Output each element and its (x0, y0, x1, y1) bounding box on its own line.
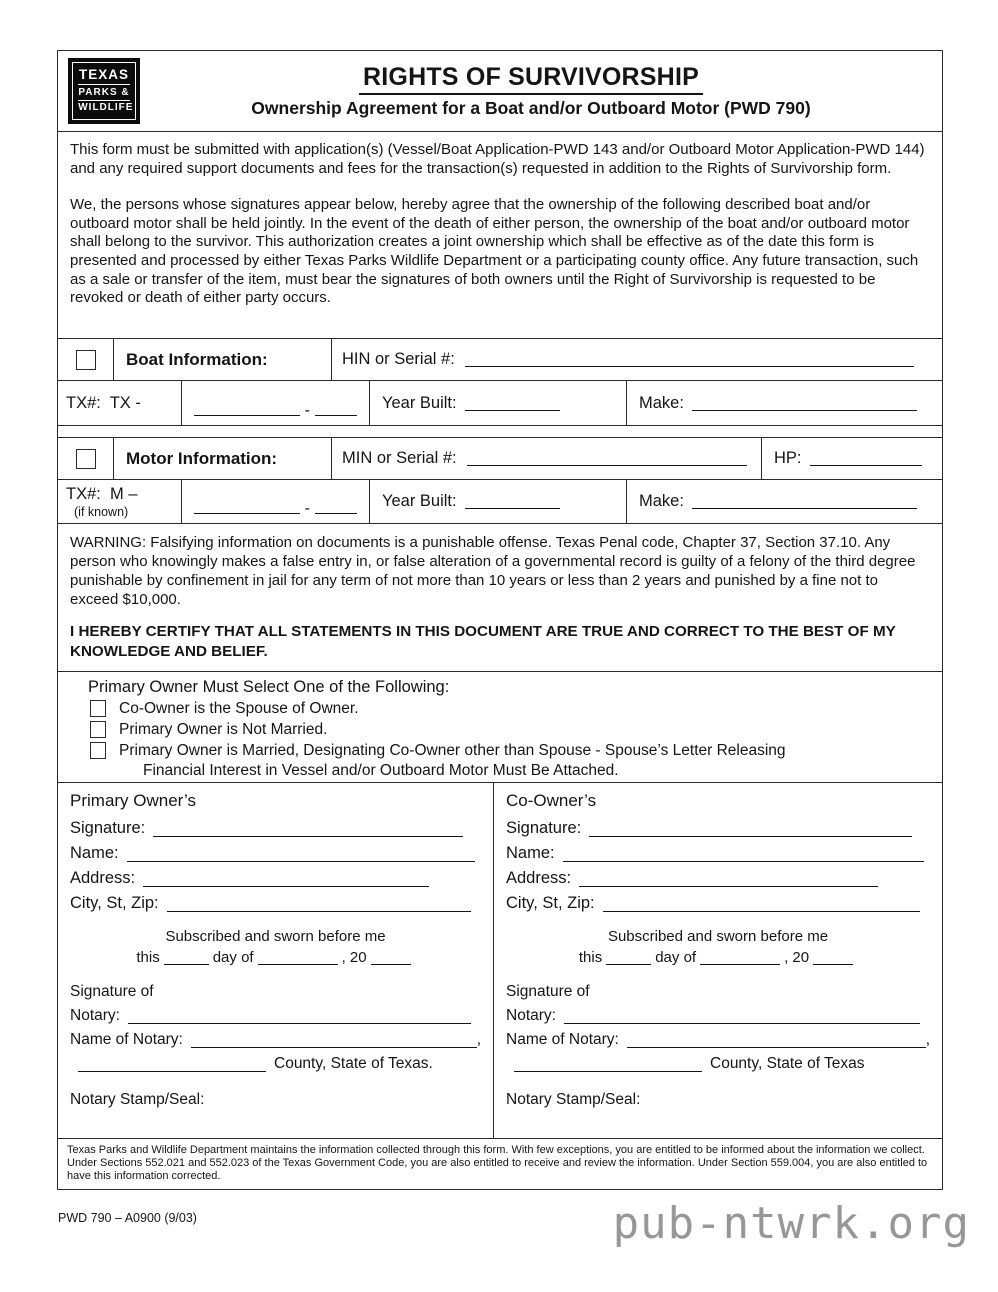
motor-year-cell (369, 480, 626, 523)
primary-owner-heading: Primary Owner’s (70, 791, 196, 810)
motor-serial-cell (331, 438, 761, 479)
co-city-blank[interactable] (603, 897, 920, 912)
option-married-other-label: Primary Owner is Married, Designating Co-Owner other than Spouse - Spouse’s Letter Releasing (119, 742, 786, 759)
motor-tx-label: TX#: M – (66, 484, 138, 503)
warning-section (58, 523, 942, 671)
min-serial-blank[interactable] (467, 451, 747, 466)
boat-year-blank[interactable] (465, 396, 560, 411)
option-not-married-checkbox[interactable] (90, 721, 106, 738)
sworn-this-word: this (136, 949, 160, 966)
primary-notary-stamp-label: Notary Stamp/Seal: (70, 1091, 205, 1108)
hin-serial-blank[interactable] (465, 352, 914, 367)
primary-address-row (70, 863, 481, 888)
primary-city-blank[interactable] (167, 897, 471, 912)
tpwd-logo (68, 58, 140, 124)
option-spouse-label: Co-Owner is the Spouse of Owner. (119, 700, 359, 717)
sworn-dayof-word: day of (655, 949, 697, 966)
primary-owner-column (58, 783, 494, 1138)
boat-info-row (58, 338, 942, 380)
primary-county-text: County, State of Texas. (274, 1055, 433, 1072)
primary-notary-name-blank[interactable] (191, 1033, 477, 1048)
co-notary-name-blank[interactable] (627, 1033, 926, 1048)
boat-tx-label: TX#: TX - (66, 393, 141, 412)
option-married-other-label-line2: Financial Interest in Vessel and/or Outboard Motor Must Be Attached. (143, 762, 619, 779)
primary-address-blank[interactable] (143, 872, 429, 887)
select-one-heading: Primary Owner Must Select One of the Following: (88, 678, 450, 696)
certification-statement: I HEREBY CERTIFY THAT ALL STATEMENTS IN THIS DOCUMENT ARE TRUE AND CORRECT TO THE BEST OF MY KNOWLEDGE AND BELIEF. (70, 623, 896, 660)
sworn-year-prefix: , 20 (784, 949, 810, 966)
hp-blank[interactable] (810, 451, 922, 466)
motor-tx-number-cell (181, 480, 369, 523)
co-name-row (506, 838, 930, 863)
primary-sworn-block (70, 928, 481, 966)
primary-sworn-month-blank[interactable] (258, 950, 338, 965)
motor-tx-row (58, 479, 942, 523)
motor-tx-cell (58, 480, 181, 523)
option-not-married (58, 721, 942, 739)
co-sworn-month-blank[interactable] (700, 950, 780, 965)
primary-notary-block (70, 983, 481, 1073)
co-notary-stamp-label: Notary Stamp/Seal: (506, 1091, 641, 1108)
notary-signature-label-line1: Signature of (70, 983, 154, 1000)
boat-tx-cell (58, 381, 181, 425)
co-sworn-line1: Subscribed and sworn before me (607, 928, 829, 945)
signature-label: Signature: (70, 819, 146, 837)
motor-year-label: Year Built: (382, 492, 457, 510)
primary-city-row (70, 888, 481, 913)
table-separator-gap (58, 425, 942, 437)
primary-sworn-line2 (70, 949, 481, 966)
co-notary-block (506, 983, 930, 1073)
co-name-blank[interactable] (563, 847, 924, 862)
option-not-married-label: Primary Owner is Not Married. (119, 721, 328, 738)
primary-sworn-line1: Subscribed and sworn before me (165, 928, 386, 945)
min-serial-label: MIN or Serial #: (342, 449, 457, 467)
option-married-other (58, 742, 942, 760)
boat-make-cell (626, 381, 942, 425)
notary-name-label: Name of Notary: (506, 1031, 619, 1048)
form-number: PWD 790 – A0900 (9/03) (58, 1211, 197, 1225)
watermark: pub-ntwrk.org (612, 1198, 970, 1249)
form-header (58, 51, 942, 131)
hp-label: HP: (774, 449, 802, 467)
notary-name-suffix: , (476, 1031, 481, 1048)
motor-info-row (58, 437, 942, 479)
boat-tx-row (58, 380, 942, 425)
title-block (140, 63, 942, 119)
motor-make-label: Make: (639, 492, 684, 510)
intro-section (58, 131, 942, 338)
hin-serial-label: HIN or Serial #: (342, 350, 455, 368)
city-label: City, St, Zip: (70, 894, 159, 912)
name-label: Name: (70, 844, 119, 862)
co-notary-signature-blank[interactable] (564, 1009, 920, 1024)
sworn-this-word: this (578, 949, 603, 966)
boat-make-label: Make: (639, 393, 684, 412)
co-city-row (506, 888, 930, 913)
boat-section-label: Boat Information: (113, 339, 331, 380)
sworn-year-prefix: , 20 (341, 949, 367, 966)
primary-signature-row (70, 813, 481, 838)
form-subtitle: Ownership Agreement for a Boat and/or Outboard Motor (PWD 790) (251, 98, 811, 118)
logo-line-texas: TEXAS (78, 67, 130, 85)
signature-label: Signature: (506, 819, 582, 837)
motor-section-label: Motor Information: (113, 438, 331, 479)
notary-signature-label-line2: Notary: (70, 1007, 120, 1024)
intro-paragraph-2: We, the persons whose signatures appear below, hereby agree that the ownership of the following described boat and/or outboard motor shall be held jointly. In the event of the death of either person, the ownership of the boat and/or outboard motor shall belong to the survivor. This authorization creates a joint ownership which shall be effective as of the date this form is presented and processed by either Texas Parks Wildlife Department or a participating county office. Any future transaction, such as a sale or transfer of the item, must bear the signatures of both owners until the Right of Survivorship is requested to be revoked or death of either party occurs. (70, 196, 919, 307)
name-label: Name: (506, 844, 555, 862)
co-county-text: County, State of Texas (710, 1055, 865, 1072)
primary-county-row (70, 1049, 481, 1073)
motor-make-blank[interactable] (692, 494, 917, 509)
motor-make-cell (626, 480, 942, 523)
co-sworn-year-blank[interactable] (813, 950, 853, 965)
notary-signature-label-line1: Signature of (506, 983, 590, 1000)
primary-name-blank[interactable] (127, 847, 475, 862)
address-label: Address: (506, 869, 572, 887)
form-title: RIGHTS OF SURVIVORSHIP (359, 63, 703, 95)
primary-notary-signature-row (70, 1001, 481, 1025)
primary-sworn-day-blank[interactable] (164, 950, 209, 965)
co-owner-column (494, 783, 942, 1138)
primary-signature-blank[interactable] (153, 822, 463, 837)
motor-year-blank[interactable] (465, 494, 560, 509)
primary-sworn-year-blank[interactable] (371, 950, 411, 965)
co-address-row (506, 863, 930, 888)
option-spouse-co-owner (58, 700, 942, 718)
motor-tx-note: (if known) (74, 504, 129, 519)
boat-section-checkbox[interactable] (76, 350, 96, 370)
co-notary-signature-row (506, 1001, 930, 1025)
select-one-section (58, 671, 942, 782)
co-sworn-line2 (506, 949, 930, 966)
motor-tx-suffix-blank[interactable] (315, 499, 357, 514)
sworn-dayof-word: day of (212, 949, 254, 966)
option-spouse-checkbox[interactable] (90, 700, 106, 717)
logo-line-parks: PARKS & (78, 87, 130, 101)
notary-name-label: Name of Notary: (70, 1031, 183, 1048)
motor-tx-number-blank[interactable] (194, 499, 300, 514)
co-sworn-block (506, 928, 930, 966)
logo-line-wildlife: WILDLIFE (78, 102, 134, 114)
co-address-blank[interactable] (579, 872, 878, 887)
primary-county-blank[interactable] (78, 1057, 266, 1072)
option-married-other-checkbox[interactable] (90, 742, 106, 759)
co-notary-name-row (506, 1025, 930, 1049)
city-label: City, St, Zip: (506, 894, 595, 912)
boat-tx-separator: - (304, 402, 310, 419)
co-sworn-day-blank[interactable] (606, 950, 651, 965)
address-label: Address: (70, 869, 136, 887)
notary-name-suffix: , (925, 1031, 930, 1048)
tpwd-logo-inner (72, 62, 136, 120)
warning-text: WARNING: Falsifying information on documents is a punishable offense. Texas Penal code, Chapter 37, Section 37.10. Any person who knowingly makes a false entry in, or false alteration of a governmental record is guilty of a felony of the third degree punishable by confinement in jail for any term of not more than 10 years or less than 2 years and punished by a fine not to exceed $10,000. (70, 534, 916, 608)
notary-signature-label-line2: Notary: (506, 1007, 556, 1024)
intro-paragraph-1: This form must be submitted with application(s) (Vessel/Boat Application-PWD 143 and/or Outboard Motor Application-PWD 144) and any required support documents and fees for the transaction(s) requested in addition to the Rights of Survivorship form. (70, 141, 925, 177)
owner-columns-section (58, 782, 942, 1138)
motor-hp-cell (761, 438, 942, 479)
boat-year-cell (369, 381, 626, 425)
co-county-blank[interactable] (514, 1057, 702, 1072)
co-signature-row (506, 813, 930, 838)
boat-checkbox-cell (58, 339, 113, 380)
co-county-row (506, 1049, 930, 1073)
co-owner-heading: Co-Owner’s (506, 791, 597, 810)
boat-tx-suffix-blank[interactable] (315, 401, 357, 416)
primary-notary-name-row (70, 1025, 481, 1049)
boat-serial-cell (331, 339, 942, 380)
co-signature-blank[interactable] (589, 822, 912, 837)
boat-tx-number-cell (181, 381, 369, 425)
motor-section-checkbox[interactable] (76, 449, 96, 469)
primary-notary-signature-blank[interactable] (128, 1009, 471, 1024)
motor-tx-separator: - (304, 500, 310, 517)
form-page (57, 50, 943, 1190)
boat-tx-number-blank[interactable] (194, 401, 300, 416)
boat-make-blank[interactable] (692, 396, 917, 411)
boat-year-label: Year Built: (382, 393, 457, 412)
primary-name-row (70, 838, 481, 863)
motor-checkbox-cell (58, 438, 113, 479)
privacy-fine-print: Texas Parks and Wildlife Department maintains the information collected through this form. With few exceptions, you are entitled to be informed about the information we collect. Under Sections 552.021 and 552.023 of the Texas Government Code, you are also entitled to receive and review the information. Under Section 559.004, you are also entitled to have this information corrected. (58, 1138, 942, 1185)
